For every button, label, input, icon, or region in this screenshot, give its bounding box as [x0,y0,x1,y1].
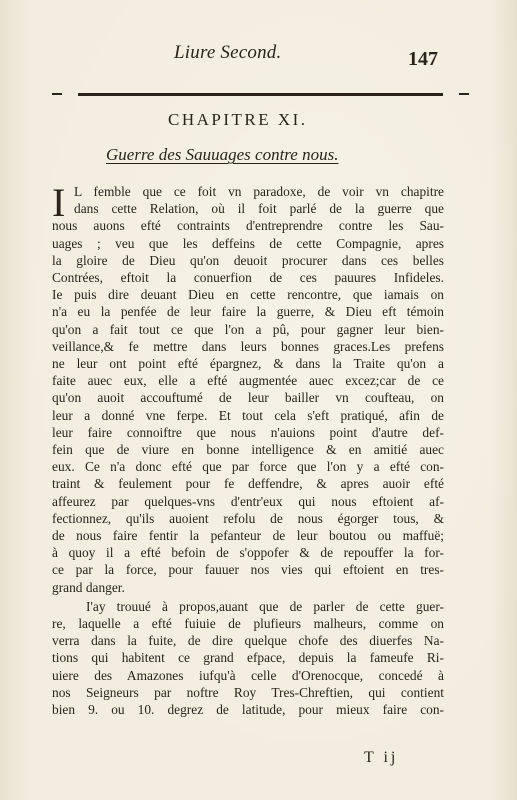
text-line: nos Seigneurs par noftre Roy Tres-Chreftien, qui contient [52,684,444,700]
text-line: grand danger. [52,579,125,595]
text-line: leur faire connoiftre que nous n'auions point d'autre def- [52,424,444,440]
text-line: à quoy il a efté befoin de s'oppofer & de repouffer la for- [52,545,444,561]
text-line: ne leur ont point efté épargnez, & dans la Traite qu'on a [52,356,444,372]
text-line: uiere des Amazones iufqu'à celle d'Orenocque, concedé à [52,667,444,683]
text-line: re, laquelle a efté fuiuie de plufieurs malheurs, comme on [52,616,444,632]
signature-mark: T ij [364,749,399,766]
text-line: de nous faire fentir la pefanteur de leur boutou ou maffuë; [52,528,444,544]
text-line: eux. Ce n'a donc efté que par force que l'on y a efté con- [52,459,444,475]
text-line: Ie puis dire deuant Dieu en cette rencontre, que iamais on [52,287,444,303]
drop-cap: I [52,180,66,225]
body-text [52,180,444,718]
text-line: qu'on auoit accouftumé de leur bailler vn coufteau, on [52,390,444,406]
rule-dash [52,93,62,95]
text-line: veillance,& fe mettre dans leurs bonnes graces.Les prefens [52,338,444,354]
running-head: Liure Second. [174,42,282,63]
text-line: Contrées, eftoit la conuerfion de ces pauures Infideles. [52,270,444,286]
text-line: tions qui habitent ce grand efpace, depuis la fameufe Ri- [52,650,444,666]
text-line: qu'on a fait tout ce que l'on a pû, pour gagner leur bien- [52,321,444,337]
paragraph-1 [52,180,444,596]
text-line: leur a donné vne ferpe. Et tout cela s'eft pratiqué, afin de [52,407,444,423]
text-line: ce par la force, pour fauuer nos vies qui eftoient en tres- [52,562,444,578]
text-line: traint & feulement pour fe deffendre, & apres auoir efté [52,476,444,492]
page-number: 147 [408,48,438,70]
paragraph-2 [52,598,444,718]
text-line: dans cette Relation, où il foit parlé de la guerre que [74,201,444,217]
chapter-title: CHAPITRE XI. [168,110,308,129]
chapter-subtitle: Guerre des Sauuages contre nous. [106,145,339,164]
text-line: verra dans la fuite, de dire quelque chofe des diuerfes Na- [52,633,444,649]
text-line: n'a eu la penfée de leur faire la guerre, & Dieu eft témoin [52,304,444,320]
text-line: nous auons efté contraints d'entreprendre contre les Sau- [52,218,444,234]
text-line: la gloire de Dieu qu'on deuoit procurer dans ces belles [52,252,444,268]
text-line: fectionnez, qu'ils auoient refolu de nous égorger tous, & [52,510,444,526]
text-line: fein que de viure en bonne intelligence & en amitié auec [52,442,444,458]
text-line: faite auec eux, elle a efté augmentée auec excez;car de ce [52,373,444,389]
text-line: affeurez par quelques-vns d'entr'eux qui nous eftoient af- [52,493,444,509]
rule-dash [459,93,469,95]
text-line: uages ; veu que les deffeins de cette Compagnie, apres [52,235,444,251]
text-line: I'ay trouué à propos,auant que de parler de cette guer- [86,598,444,614]
header-rule-bar [78,93,443,96]
text-line: bien 9. ou 10. degrez de latitude, pour mieux faire con- [52,702,444,718]
text-line: L femble que ce foit vn paradoxe, de voir vn chapitre [74,184,444,199]
